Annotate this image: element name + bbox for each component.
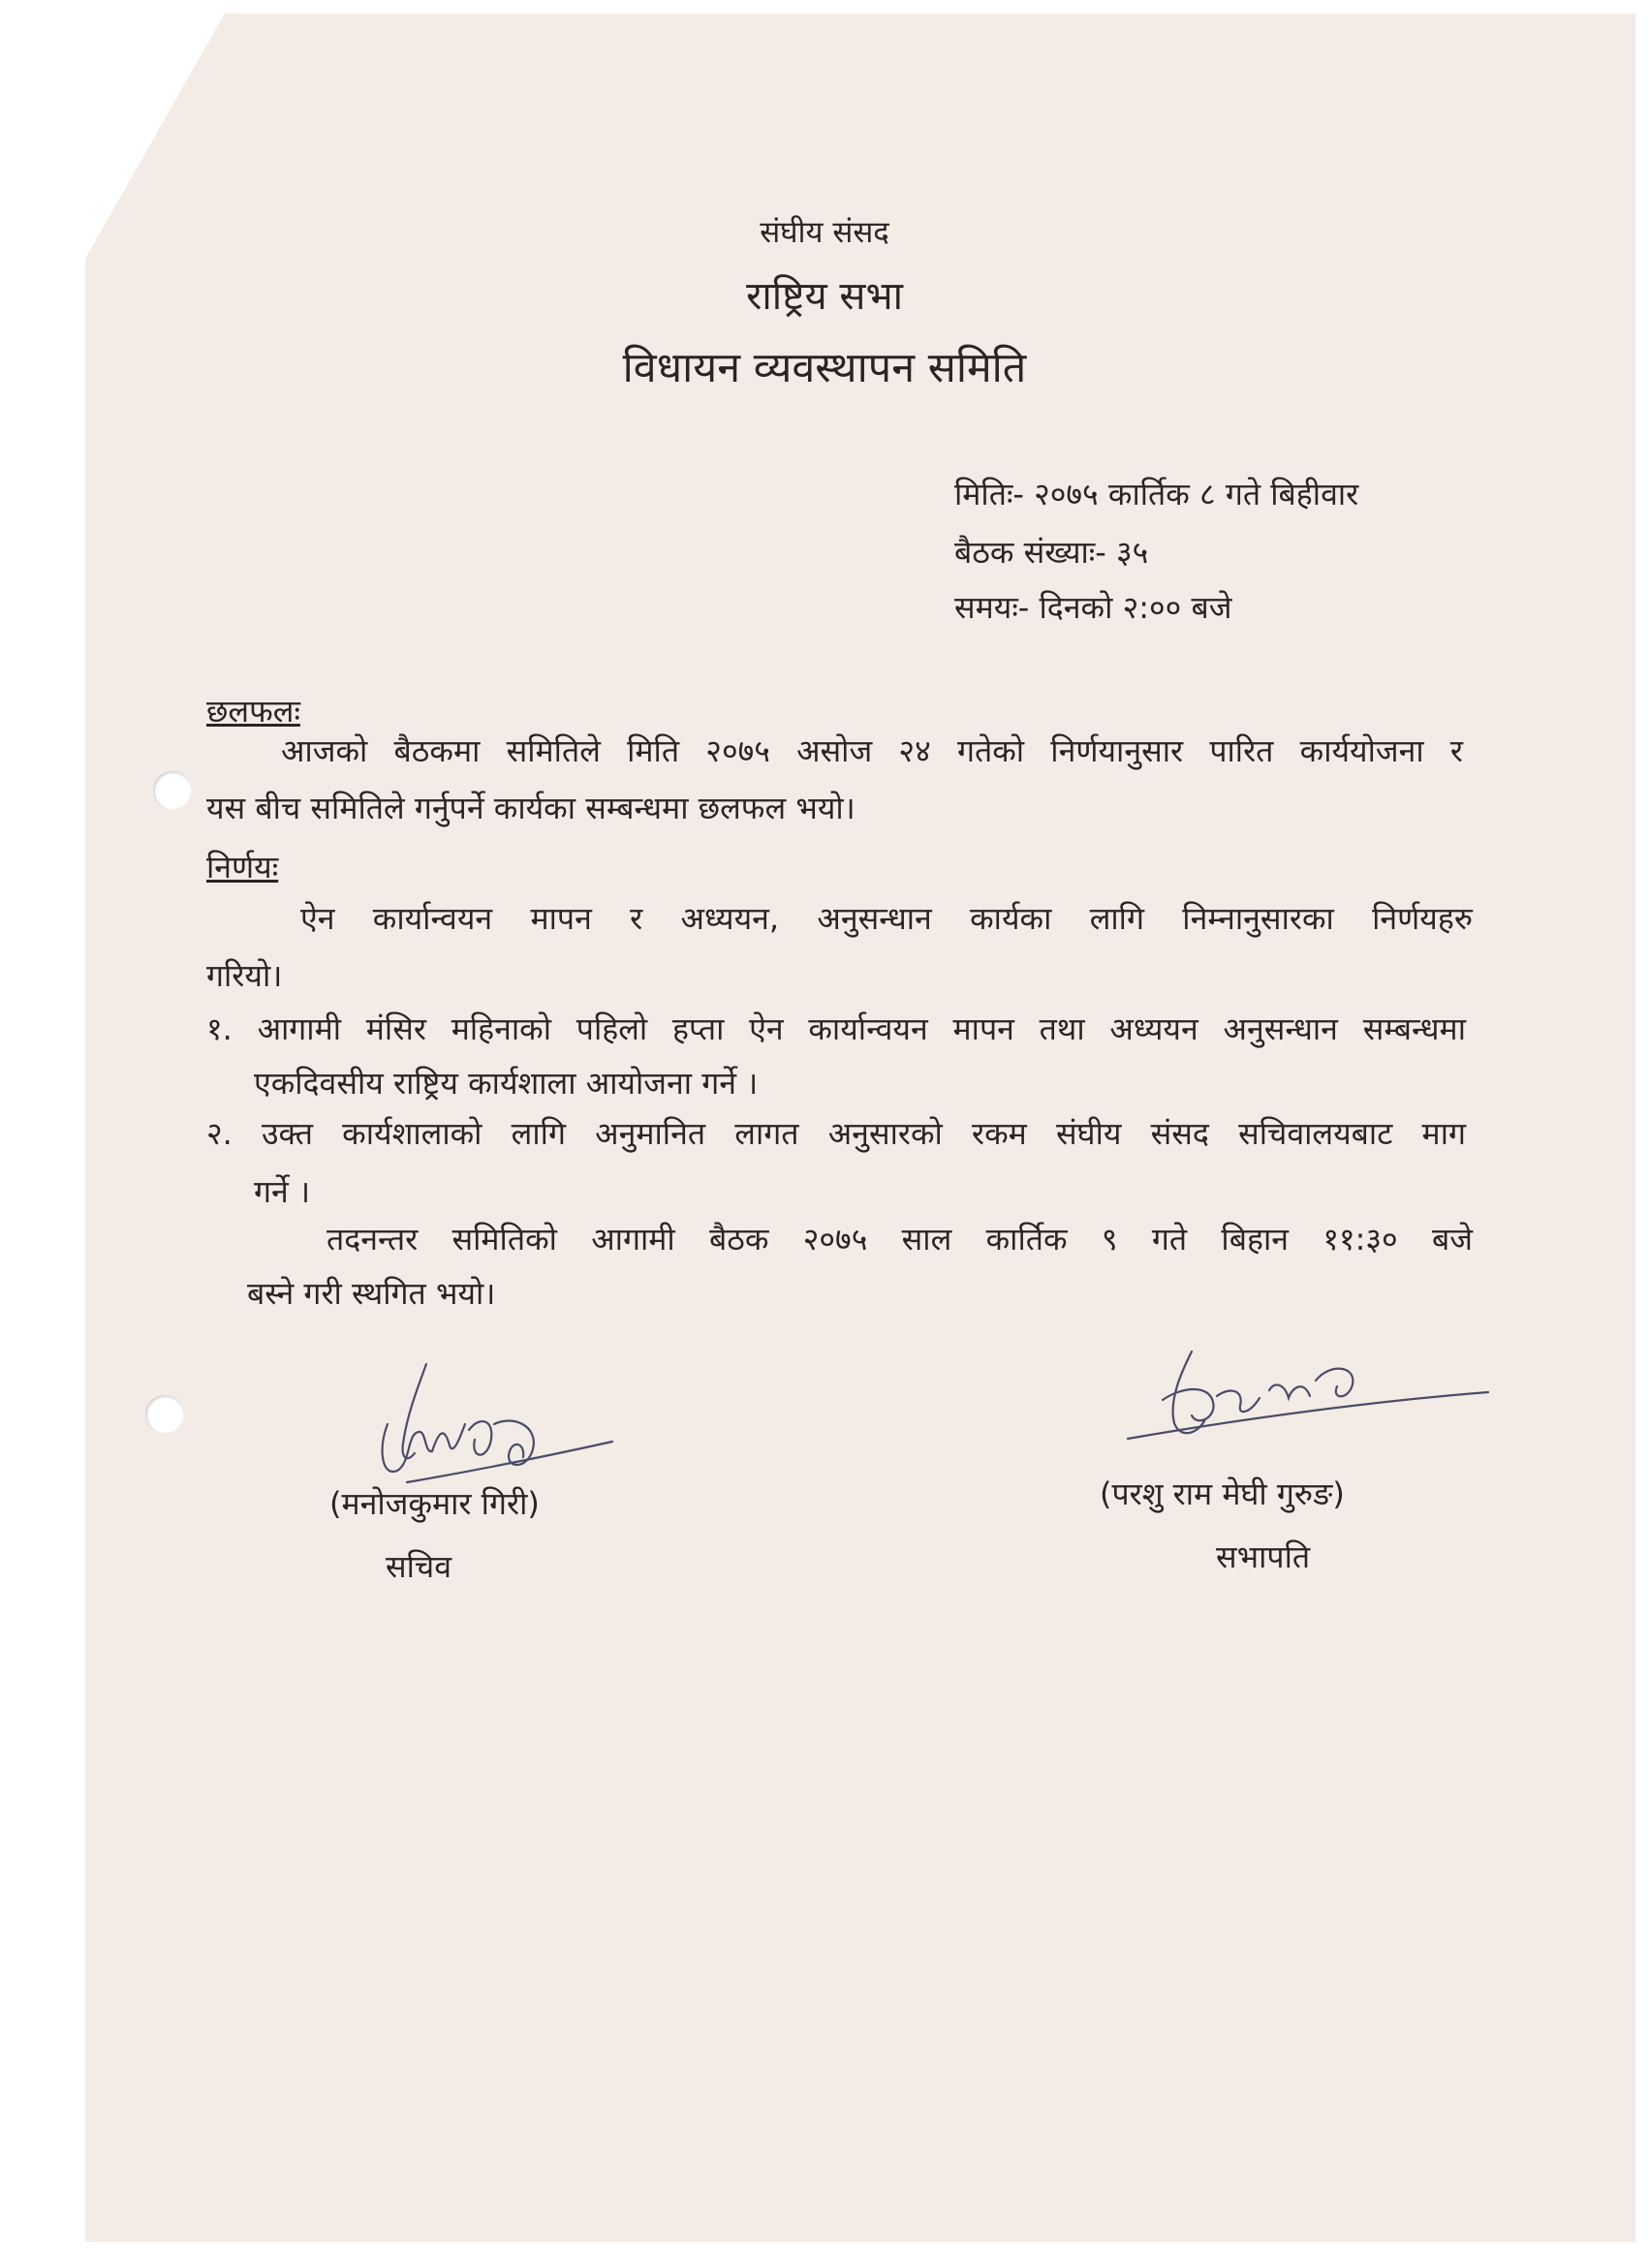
punch-hole-top [153, 771, 192, 810]
decision-intro-line-1: ऐन कार्यान्वयन मापन र अध्ययन, अनुसन्धान कार्यका लागि निम्नानुसारका निर्णयहरु [300, 900, 1473, 937]
header-parliament: संघीय संसद [760, 215, 889, 250]
header-committee: विधायन व्यवस्थापन समिति [622, 344, 1027, 392]
signature-left [368, 1356, 620, 1502]
closing-line-2: बस्ने गरी स्थगित भयो। [247, 1275, 496, 1312]
discussion-text-line-2: यस बीच समितिले गर्नुपर्ने कार्यका सम्बन्धमा छलफल भयो। [206, 790, 856, 826]
decision-item-2-line-2: गर्ने । [254, 1173, 311, 1210]
signatory-right-title: सभापति [1216, 1538, 1311, 1575]
punch-hole-bottom [145, 1395, 184, 1434]
meeting-number: बैठक संख्याः- ३५ [954, 534, 1149, 571]
decision-item-2-line-1: २. उक्त कार्यशालाको लागि अनुमानित लागत अनुसारको रकम संघीय संसद सचिवालयबाट माग [206, 1115, 1466, 1152]
signatory-left-name: (मनोजकुमार गिरी) [329, 1485, 540, 1522]
decision-heading: निर्णयः [206, 849, 279, 885]
decision-item-1-line-1: १. आगामी मंसिर महिनाको पहिलो हप्ता ऐन कार्यान्वयन मापन तथा अध्ययन अनुसन्धान सम्बन्धमा [206, 1010, 1466, 1047]
meeting-time: समयः- दिनको २:०० बजे [954, 589, 1232, 626]
meeting-date: मितिः- २०७५ कार्तिक ८ गते बिहीवार [954, 476, 1359, 513]
signatory-right-name: (परशु राम मेघी गुरुङ) [1100, 1476, 1345, 1512]
closing-line-1: तदनन्तर समितिको आगामी बैठक २०७५ साल कार्तिक ९ गते बिहान ११:३० बजे [327, 1221, 1473, 1258]
discussion-heading: छलफलः [206, 693, 300, 730]
header-house: राष्ट्रिय सभा [746, 274, 903, 319]
decision-item-1-line-2: एकदिवसीय राष्ट्रिय कार्यशाला आयोजना गर्ने । [254, 1065, 759, 1102]
signature-right [1124, 1342, 1492, 1468]
signatory-left-title: सचिव [386, 1548, 452, 1585]
discussion-text-line-1: आजको बैठकमा समितिले मिति २०७५ असोज २४ गतेको निर्णयानुसार पारित कार्ययोजना र [281, 732, 1463, 769]
decision-intro-line-2: गरियो। [206, 957, 283, 994]
